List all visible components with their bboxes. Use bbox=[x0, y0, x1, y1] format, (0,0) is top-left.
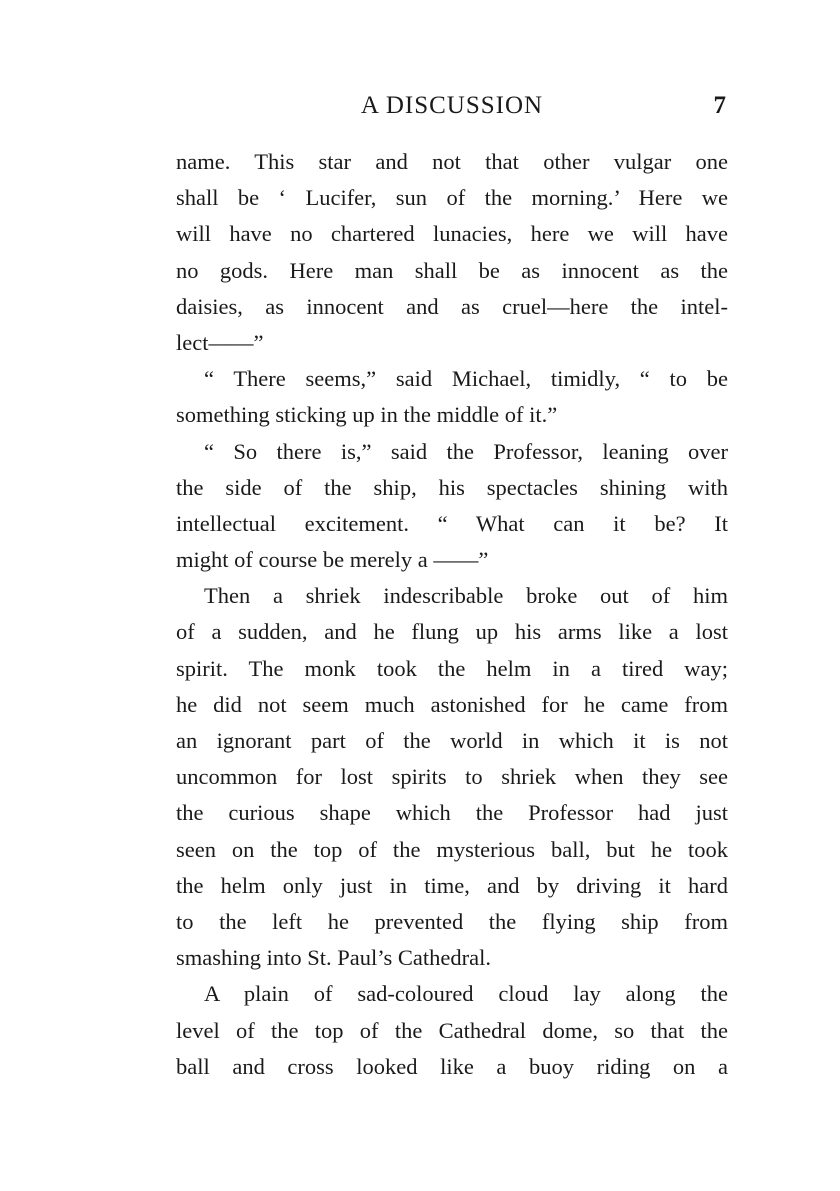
running-head bbox=[176, 92, 728, 128]
text-line: the curious shape which the Professor had just bbox=[176, 800, 728, 826]
text-line: A plain of sad-coloured cloud lay along the bbox=[204, 981, 728, 1007]
text-line: “ There seems,” said Michael, timidly, “ to be bbox=[204, 366, 728, 392]
paragraph-4 bbox=[176, 578, 728, 976]
text-line: uncommon for lost spirits to shriek when they see bbox=[176, 764, 728, 790]
text-line: intellectual excitement. “ What can it be? It bbox=[176, 510, 728, 536]
text-line: of a sudden, and he flung up his arms like a lost bbox=[176, 619, 728, 645]
paragraph-3 bbox=[176, 434, 728, 579]
paragraph-1 bbox=[176, 144, 728, 361]
text-line: “ So there is,” said the Professor, leaning over bbox=[204, 438, 728, 464]
text-line: shall be ‘ Lucifer, sun of the morning.’ Here we bbox=[176, 185, 728, 211]
text-line: an ignorant part of the world in which it is not bbox=[176, 728, 728, 753]
text-line: no gods. Here man shall be as innocent as the bbox=[176, 257, 728, 283]
text-line: Then a shriek indescribable broke out of him bbox=[204, 583, 728, 609]
text-line: will have no chartered lunacies, here we will have bbox=[176, 221, 728, 247]
text-line: he did not seem much astonished for he came from bbox=[176, 691, 728, 717]
text-line: daisies, as innocent and as cruel—here the intel- bbox=[176, 293, 728, 319]
text-line: level of the top of the Cathedral dome, so that the bbox=[176, 1017, 728, 1043]
paragraph-2 bbox=[176, 361, 728, 433]
body-text bbox=[176, 144, 728, 1085]
text-line: spirit. The monk took the helm in a tired way; bbox=[176, 655, 728, 681]
text-line: the helm only just in time, and by driving it hard bbox=[176, 872, 728, 898]
text-line: might of course be merely a ——” bbox=[176, 547, 489, 573]
text-line: lect——” bbox=[176, 329, 264, 355]
running-title: A DISCUSSION bbox=[360, 92, 544, 119]
text-line: something sticking up in the middle of it.” bbox=[176, 402, 558, 428]
text-line: to the left he prevented the flying ship from bbox=[176, 908, 728, 934]
text-line: ball and cross looked like a buoy riding on a bbox=[176, 1053, 728, 1079]
text-line: smashing into St. Paul’s Cathedral. bbox=[176, 945, 491, 971]
text-line: the side of the ship, his spectacles shining with bbox=[176, 474, 728, 500]
text-line: name. This star and not that other vulgar one bbox=[176, 149, 728, 174]
text-line: seen on the top of the mysterious ball, but he took bbox=[176, 836, 728, 862]
paragraph-5 bbox=[176, 976, 728, 1085]
page-number: 7 bbox=[713, 92, 726, 119]
